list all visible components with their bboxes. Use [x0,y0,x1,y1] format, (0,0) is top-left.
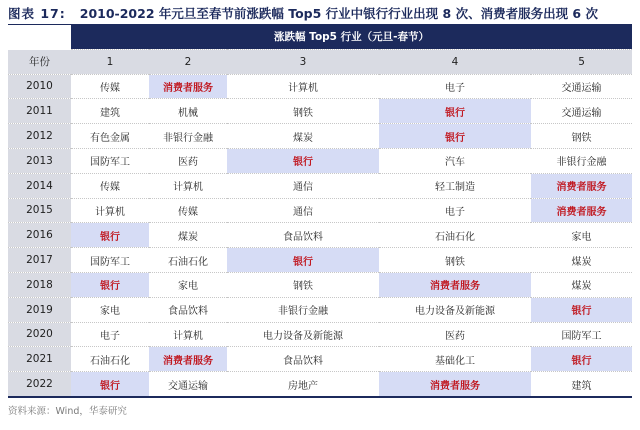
industry-cell: 家电 [71,297,149,322]
industry-cell: 煤炭 [531,248,632,273]
industry-cell: 国防军工 [71,148,149,173]
rank-header-3: 3 [227,49,379,74]
table-row [8,272,632,297]
industry-cell: 家电 [531,223,632,248]
industry-cell: 石油石化 [379,223,531,248]
industry-cell: 计算机 [149,322,227,347]
highlighted-industry-cell: 消费者服务 [379,272,531,297]
table-row [8,173,632,198]
highlighted-industry-cell: 银行 [227,248,379,273]
industry-cell: 机械 [149,99,227,124]
table-row [8,148,632,173]
highlighted-industry-cell: 消费者服务 [149,74,227,99]
year-cell: 2017 [8,248,71,273]
industry-cell: 家电 [149,272,227,297]
industry-cell: 交通运输 [531,99,632,124]
figure-label: 图表 17: [8,6,66,21]
industry-cell: 交通运输 [531,74,632,99]
industry-cell: 传媒 [71,173,149,198]
highlighted-industry-cell: 银行 [379,99,531,124]
industry-cell: 非银行金融 [531,148,632,173]
industry-cell: 煤炭 [531,272,632,297]
year-cell: 2010 [8,74,71,99]
industry-cell: 建筑 [71,99,149,124]
table-row [8,198,632,223]
rank-header-5: 5 [531,49,632,74]
industry-cell: 非银行金融 [149,124,227,149]
industry-cell: 基础化工 [379,347,531,372]
highlighted-industry-cell: 银行 [71,272,149,297]
table-row [8,297,632,322]
rank-header-4: 4 [379,49,531,74]
industry-cell: 食品饮料 [149,297,227,322]
industry-cell: 煤炭 [149,223,227,248]
industry-cell: 钢铁 [531,124,632,149]
year-column-header: 年份 [8,49,71,74]
header-blank-cell [8,25,71,49]
highlighted-industry-cell: 银行 [531,297,632,322]
industry-cell: 钢铁 [379,248,531,273]
highlighted-industry-cell: 银行 [227,148,379,173]
year-cell: 2022 [8,372,71,397]
rank-header-1: 1 [71,49,149,74]
highlighted-industry-cell: 银行 [379,124,531,149]
industry-cell: 石油石化 [149,248,227,273]
highlighted-industry-cell: 银行 [71,372,149,397]
industry-cell: 石油石化 [71,347,149,372]
table-row [8,248,632,273]
industry-cell: 电子 [71,322,149,347]
highlighted-industry-cell: 消费者服务 [531,173,632,198]
industry-cell: 食品饮料 [227,223,379,248]
year-cell: 2013 [8,148,71,173]
industry-cell: 房地产 [227,372,379,397]
highlighted-industry-cell: 消费者服务 [379,372,531,397]
table-row [8,74,632,99]
industry-cell: 国防军工 [531,322,632,347]
industry-cell: 煤炭 [227,124,379,149]
industry-cell: 汽车 [379,148,531,173]
industry-cell: 钢铁 [227,272,379,297]
industry-cell: 电力设备及新能源 [379,297,531,322]
highlighted-industry-cell: 银行 [71,223,149,248]
industry-cell: 通信 [227,198,379,223]
industry-cell: 建筑 [531,372,632,397]
table-row [8,124,632,149]
year-cell: 2021 [8,347,71,372]
figure-title-text: 2010-2022 年元旦至春节前涨跌幅 Top5 行业中银行行业出现 8 次、消费者服务出现 6 次 [79,6,598,21]
industry-cell: 传媒 [71,74,149,99]
table-row [8,347,632,372]
year-cell: 2011 [8,99,71,124]
top5-industry-table [8,25,632,398]
figure-title [8,2,632,24]
industry-cell: 轻工制造 [379,173,531,198]
table-body [8,74,632,397]
table-row [8,322,632,347]
rank-header-2: 2 [149,49,227,74]
column-header-row [8,49,632,74]
industry-cell: 交通运输 [149,372,227,397]
industry-cell: 医药 [149,148,227,173]
industry-cell: 非银行金融 [227,297,379,322]
industry-cell: 传媒 [149,198,227,223]
industry-cell: 计算机 [71,198,149,223]
highlighted-industry-cell: 银行 [531,347,632,372]
industry-cell: 电力设备及新能源 [227,322,379,347]
table-row [8,372,632,397]
industry-cell: 通信 [227,173,379,198]
industry-cell: 钢铁 [227,99,379,124]
industry-cell: 食品饮料 [227,347,379,372]
table-row [8,223,632,248]
table-row [8,99,632,124]
industry-cell: 电子 [379,198,531,223]
year-cell: 2018 [8,272,71,297]
year-cell: 2016 [8,223,71,248]
highlighted-industry-cell: 消费者服务 [531,198,632,223]
industry-cell: 国防军工 [71,248,149,273]
industry-cell: 电子 [379,74,531,99]
industry-cell: 医药 [379,322,531,347]
year-cell: 2019 [8,297,71,322]
highlighted-industry-cell: 消费者服务 [149,347,227,372]
industry-cell: 计算机 [227,74,379,99]
industry-cell: 计算机 [149,173,227,198]
industry-cell: 有色金属 [71,124,149,149]
source-note: 资料来源：Wind，华泰研究 [8,406,127,417]
year-cell: 2012 [8,124,71,149]
year-cell: 2015 [8,198,71,223]
year-cell: 2020 [8,322,71,347]
group-header-row [8,25,632,49]
year-cell: 2014 [8,173,71,198]
group-header: 涨跌幅 Top5 行业（元旦-春节） [71,25,632,49]
